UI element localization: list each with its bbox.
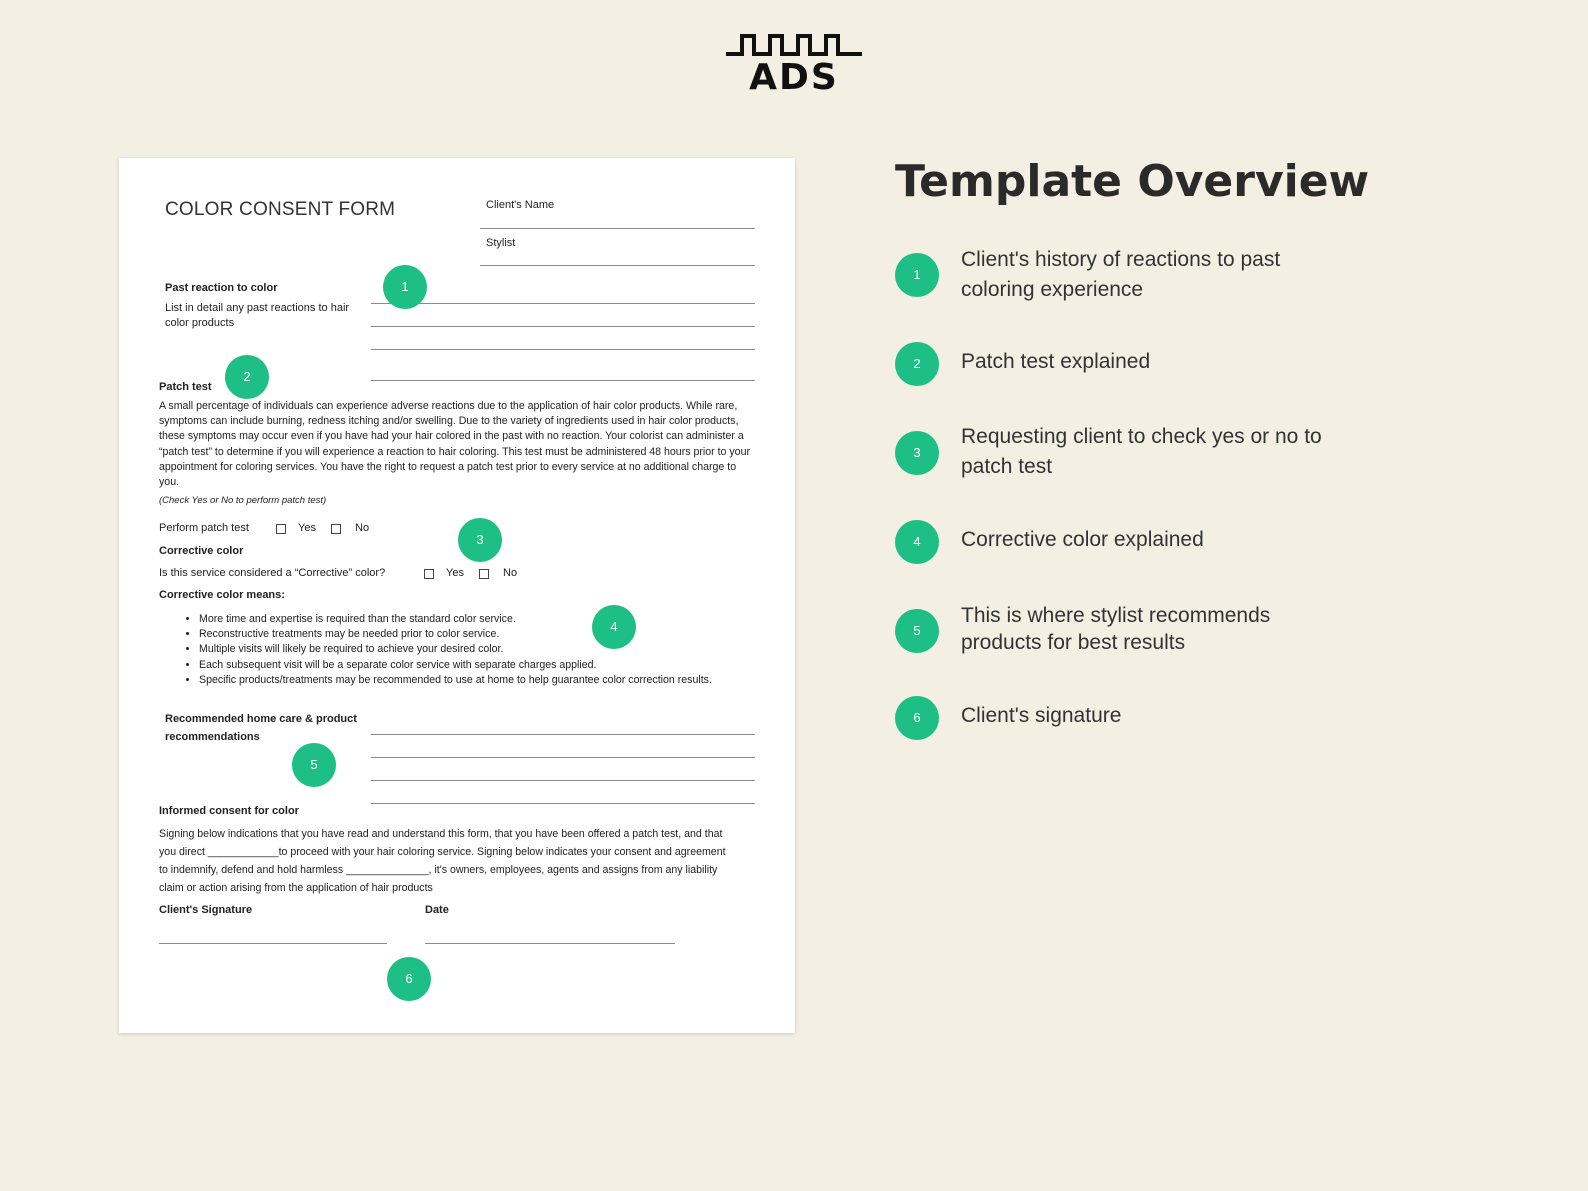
- date-field[interactable]: [425, 943, 675, 944]
- overview-item-text: [961, 602, 1381, 656]
- perform-patch-test-label: Perform patch test: [159, 522, 249, 534]
- brand-logo: [724, 30, 864, 105]
- corrective-yes-label: Yes: [446, 567, 464, 579]
- overview-item-line2: patch test: [961, 455, 1053, 478]
- recommendation-line-2[interactable]: [371, 757, 755, 758]
- corrective-no-checkbox[interactable]: [479, 569, 489, 579]
- overview-item-text: [961, 422, 1381, 482]
- consent-line-3: to indemnify, defend and hold harmless ______________, it's owners, employees, agents and assigns from any liability: [159, 864, 718, 876]
- overview-item-line1: Requesting client to check yes or no to: [961, 425, 1322, 448]
- corrective-yes-checkbox[interactable]: [424, 569, 434, 579]
- bullet-item: • Specific products/treatments may be recommended to use at home to help guarantee color correction results.: [199, 673, 712, 688]
- stylist-field[interactable]: [480, 265, 755, 266]
- overview-item-line1: This is where stylist recommends: [961, 604, 1271, 627]
- past-reaction-line-3[interactable]: [371, 349, 755, 350]
- overview-item-text: [961, 525, 1381, 555]
- recommended-heading-line1: Recommended home care & product: [165, 713, 357, 725]
- marker-6: 6: [387, 957, 431, 1001]
- overview-item-line1: Client's signature: [961, 704, 1122, 727]
- overview-number-badge: 5: [895, 609, 939, 653]
- overview-item-line1: Client's history of reactions to past: [961, 248, 1281, 271]
- overview-item-text: [961, 245, 1381, 305]
- consent-line-4: claim or action arising from the application of hair products: [159, 882, 433, 894]
- overview-item-text: [961, 347, 1381, 377]
- bullet-item: • More time and expertise is required than the standard color service.: [199, 612, 712, 627]
- overview-item-text: [961, 701, 1381, 731]
- logo-text: ADS: [749, 57, 839, 98]
- bullet-item: • Multiple visits will likely be required to achieve your desired color.: [199, 642, 712, 657]
- consent-line-1: Signing below indications that you have read and understand this form, that you have been offered a patch test, and that: [159, 828, 723, 840]
- corrective-color-heading: Corrective color: [159, 545, 244, 557]
- overview-number-badge: 1: [895, 253, 939, 297]
- overview-title: Template Overview: [895, 156, 1370, 207]
- patch-test-note: (Check Yes or No to perform patch test): [159, 495, 327, 506]
- bullet-item: • Each subsequent visit will be a separate color service with separate charges applied.: [199, 658, 712, 673]
- corrective-no-label: No: [503, 567, 518, 579]
- form-title: COLOR CONSENT FORM: [165, 199, 396, 220]
- overview-item-line1: Patch test explained: [961, 350, 1151, 373]
- overview-number-badge: 4: [895, 520, 939, 564]
- patch-test-no-label: No: [355, 522, 370, 534]
- consent-form-document: [119, 158, 795, 1033]
- date-label: Date: [425, 904, 449, 916]
- signature-label: Client's Signature: [159, 904, 253, 916]
- overview-item-line1: Corrective color explained: [961, 528, 1204, 551]
- signature-field[interactable]: [159, 943, 387, 944]
- overview-item-line2: products for best results: [961, 631, 1186, 654]
- marker-5: 5: [292, 743, 336, 787]
- past-reaction-line-2[interactable]: [371, 326, 755, 327]
- recommendation-line-3[interactable]: [371, 780, 755, 781]
- past-reaction-desc: List in detail any past reactions to hair color products: [165, 302, 350, 329]
- clients-name-field[interactable]: [480, 228, 755, 229]
- recommendation-line-4[interactable]: [371, 803, 755, 804]
- patch-test-yes-label: Yes: [298, 522, 316, 534]
- consent-line-2: you direct ____________to proceed with your hair coloring service. Signing below indicates your consent and agreement: [159, 846, 726, 858]
- marker-2: 2: [225, 355, 269, 399]
- overview-number-badge: 6: [895, 696, 939, 740]
- corrective-question: Is this service considered a “Corrective” color?: [159, 567, 386, 579]
- overview-item-line2: coloring experience: [961, 278, 1144, 301]
- marker-4: 4: [592, 605, 636, 649]
- overview-number-badge: 3: [895, 431, 939, 475]
- patch-test-heading: Patch test: [159, 381, 212, 393]
- clients-name-label: Client's Name: [486, 199, 555, 211]
- past-reaction-heading: Past reaction to color: [165, 282, 278, 294]
- recommended-heading-line2: recommendations: [165, 731, 260, 743]
- marker-3: 3: [458, 518, 502, 562]
- recommendation-line-1[interactable]: [371, 734, 755, 735]
- overview-number-badge: 2: [895, 342, 939, 386]
- past-reaction-line-4[interactable]: [371, 380, 755, 381]
- informed-consent-heading: Informed consent for color: [159, 805, 299, 817]
- patch-test-yes-checkbox[interactable]: [276, 524, 286, 534]
- bullet-item: • Reconstructive treatments may be needed prior to color service.: [199, 627, 712, 642]
- past-reaction-line-1[interactable]: [371, 303, 755, 304]
- patch-test-paragraph: A small percentage of individuals can experience adverse reactions due to the application of hair color products. While rare, symptoms can include burning, redness itching and/or swelling. Due to the variety of ingredients used in hair color products, these symptoms may occur even if you have had your hair colored in the past with no reaction. Your colorist can administer a “patch test” to determine if you will experience a reaction to hair coloring. This test must be administered 48 hours prior to your appointment for coloring services. You have the right to request a patch test prior to every service at no additional charge to you.: [159, 400, 750, 489]
- marker-1: 1: [383, 265, 427, 309]
- stylist-label: Stylist: [486, 237, 516, 249]
- wave-logo-icon: [724, 30, 864, 58]
- patch-test-no-checkbox[interactable]: [331, 524, 341, 534]
- corrective-means-heading: Corrective color means:: [159, 589, 285, 601]
